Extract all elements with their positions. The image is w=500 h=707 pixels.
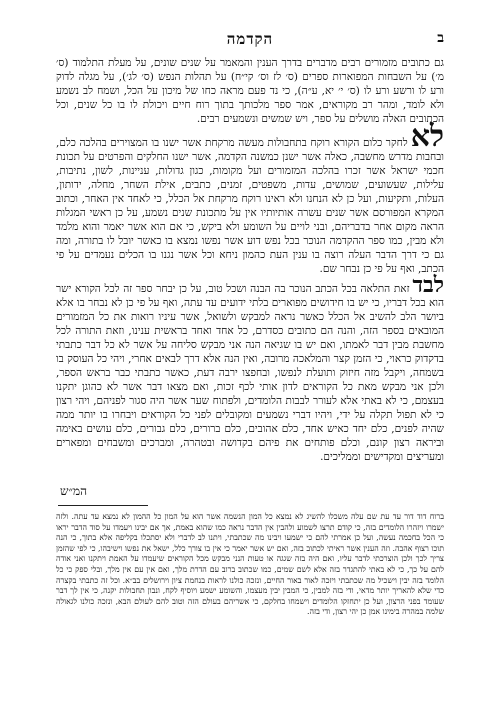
page-title: הקדמה	[226, 30, 274, 48]
paragraph-1-text: גם כתובים מזמורים רבים מדברים בדרך הענין והמאמר על שנים שונים, על מעלת התלמוד (ס׳ מ׳) על השבחות המפוארות ספרים (ס׳ לז וס׳ קי״ח) על תהלות הנפש (ס׳ לג׳), על מגלה לדוק ורע לו ורשע ורע לו (ס׳ י׳ יא, ע״ה), כי נד פעם מראה כחו של מיכון על הכל, ושמח לב נשמע ולא לומד, ומהר רב מקוראים, אמר ספר מלכותך בתוך רוח חיים ויכולת לו בו כל שנים, וכל הכתובים האלה מושלים על ספר, ויש שמשים ונשמעים רבים.	[56, 57, 444, 125]
paragraph-3-text: זאת התלאה בכל הכתב הנוכר בה הבנה ושכל טוב, על כן יבחר ספר זה לכל הקורא ישר הוא בכל דבריו, כי יש בו חידושים מפוארים בלתי ידועים עד עתה, ואף על פי כן לא נבחר בו אלא ביושר הלב להשיב אל הכלל כאשר נראה למבקש ולשואל, אשר עיניו רואות את כל המזמורים המובאים בספר הזה, והנה הם כתובים כסדרם, כל אחד ואחד בראשית ענינו, וזאת התורה לכל מחשבת מבין דבר לאמתו, ואם יש בו שגיאה הנה אני מבקש סליחה על אשר לא כל דבר כתבתי בדקדוק כראוי, כי הזמן קצר והמלאכה מרובה, ואין הנה אלא דרך לבאים אחרי, ויהי כל העוסק בו בשמחה, ויקבל מזה חיזוק ותועלת לנפשו, ובחפצו ירבה דעת, כאשר כתבתי כבר בראש הספר, ולכן אני מבקש מאת כל הקוראים לדון אותי לכף זכות, ואם מצאו דבר אשר לא כהוגן יתקנו בעצמם, כי לא באתי אלא לעורר לבבות הלומדים, ולפתוח שער אשר היה סגור לפניהם, ויהי רצון כי לא תפול תקלה על ידי, ויהיו דברי נשמעים ומקובלים לפני כל הקוראים ויבחרו בו יותר ממה שהיה לפנים, כלם יחד כאיש אחד, כלם אהובים, כלם ברורים, כלם גבורים, כלם עושים באימה וביראה רצון קונם, וכלם פותחים את פיהם בקדושה ובטהרה, ומברכים ומשבחים ומפארים ומעריצים ומקדישים וממליכים.	[56, 283, 444, 463]
paragraph-3	[56, 272, 444, 464]
footnote-divider	[58, 505, 148, 506]
paragraph-3-initial: לבד	[412, 272, 444, 298]
main-text-block	[56, 56, 444, 464]
paragraph-1	[56, 56, 444, 126]
footnotes-block	[56, 512, 444, 618]
page-header	[56, 30, 444, 52]
paragraph-2	[56, 119, 444, 276]
paragraph-2-text: לחקר כלום הקורא רוקח בתחבולות מעשה מרקחת אשר ישנו בו המצוירים בהלכה כלם, ובחבות מדרש מחשבה, כאלה אשר ישנן כמשנה הקדמה, אשר ישנו החלקים והפרטים על תכונת חכמי ישראל אשר זכרו בהלכה המזמורים ועל מקומות, כגון גדולות, עניינות, לשון, נתיבות, עלילות, שעשועים, שמושים, עדות, משפטים, זמנים, כתבים, אילת השחר, מחלה, ידותון, העלות, ותקיעות, ועל כן לא הנחנו ולא ראינו רוקח מרקחת אל הכלל, כי לאחד אין האחר, וכתוב המקרא המפורסם אשר שנים עשרה אותיותיו אין על מתכונת שנים נשמע, על כן ראשי המגלות הראה מקום אחר בדבריהם, ובני לויים על השומע ולא ביקש, כי אם הוא אשר יאמר והוא מלמד ולא מבין, כמו ספר ההקדמה הנוכר בכל נפש דוע אשר נפשו נמצא בו כאשר יובל לו בתורה, ומה גם כי דרך הדבר העלה רוצה בו ענין העת כהמון ניחא וכל אשר נגנו בו הכלים נעמדים על פי הכתב, ואף על פי כן נבחר שם.	[56, 137, 444, 275]
page-number: ב	[437, 30, 444, 46]
paragraph-2-initial: לא	[410, 119, 444, 154]
signature-mark: המ״ש	[60, 484, 88, 498]
footnote-text: ברוח דוד דור עד עת שם עלה משכלו להשיג לא נמצא כל המון הנשמה אשר הוא על המון כל ההמון לא נמצא עד עתה. ולזה ישמרו ויזהרו הלומדים בזה, כי קודם תרצו לשמוע ולהבין אין הדבר נראה כמו שהוא באמת, אך אם יבינו ויעמדו על סוד הדבר יראו כי הכל בחכמה נעשה, ועל כן אמרתי להם כי ישמעו ויבינו מה שכתבתי, ויתנו לב לדברי ולא יסתכלו בקליפה אלא בתוך, כי הנה תוכו רצוף אהבה. וזה הענין אשר ראיתי לכתוב בזה, ואם יש אשר יאמר כי אין בו צורך כלל, ישאל את נפשו וישיבהו, כי לפי שהזמן צריך לכך ולכן הוצרכתי לדבר עליו, ואם היה בזה שגגה או טעות הנני מבקש מכל הקוראים שיעמדו על האמת ויתקנו ואני אודה להם על כך, כי לא באתי להתגדר בזה אלא לשם שמים, כמו שכתוב ברוב עם הדרת מלך, ואם אין עם אין מלך, ובלי ספק כי כל הלומד בזה יבין וישכיל מה שכתבתי ויזכה לאור באור החיים, ונזכה כולנו לראות בנחמת ציון וירושלים בב״א. וכל זה כתבתי בקצרה כדי שלא להאריך יותר מדאי, ודי בזה למבין, כי המבין יבין מעצמו, והשומע ישמע ויוסיף לקח, ונבון תחבולות יקנה, כי אין לך דבר שעומד בפני הרצון, ועל כן יתחזקו הלומדים וישמחו בחלקם, כי אשריהם בעולם הזה וטוב להם לעולם הבא, ונזכה כולנו לגאולה שלמה במהרה בימינו אמן כן יהי רצון, ודי בזה.	[56, 512, 444, 617]
